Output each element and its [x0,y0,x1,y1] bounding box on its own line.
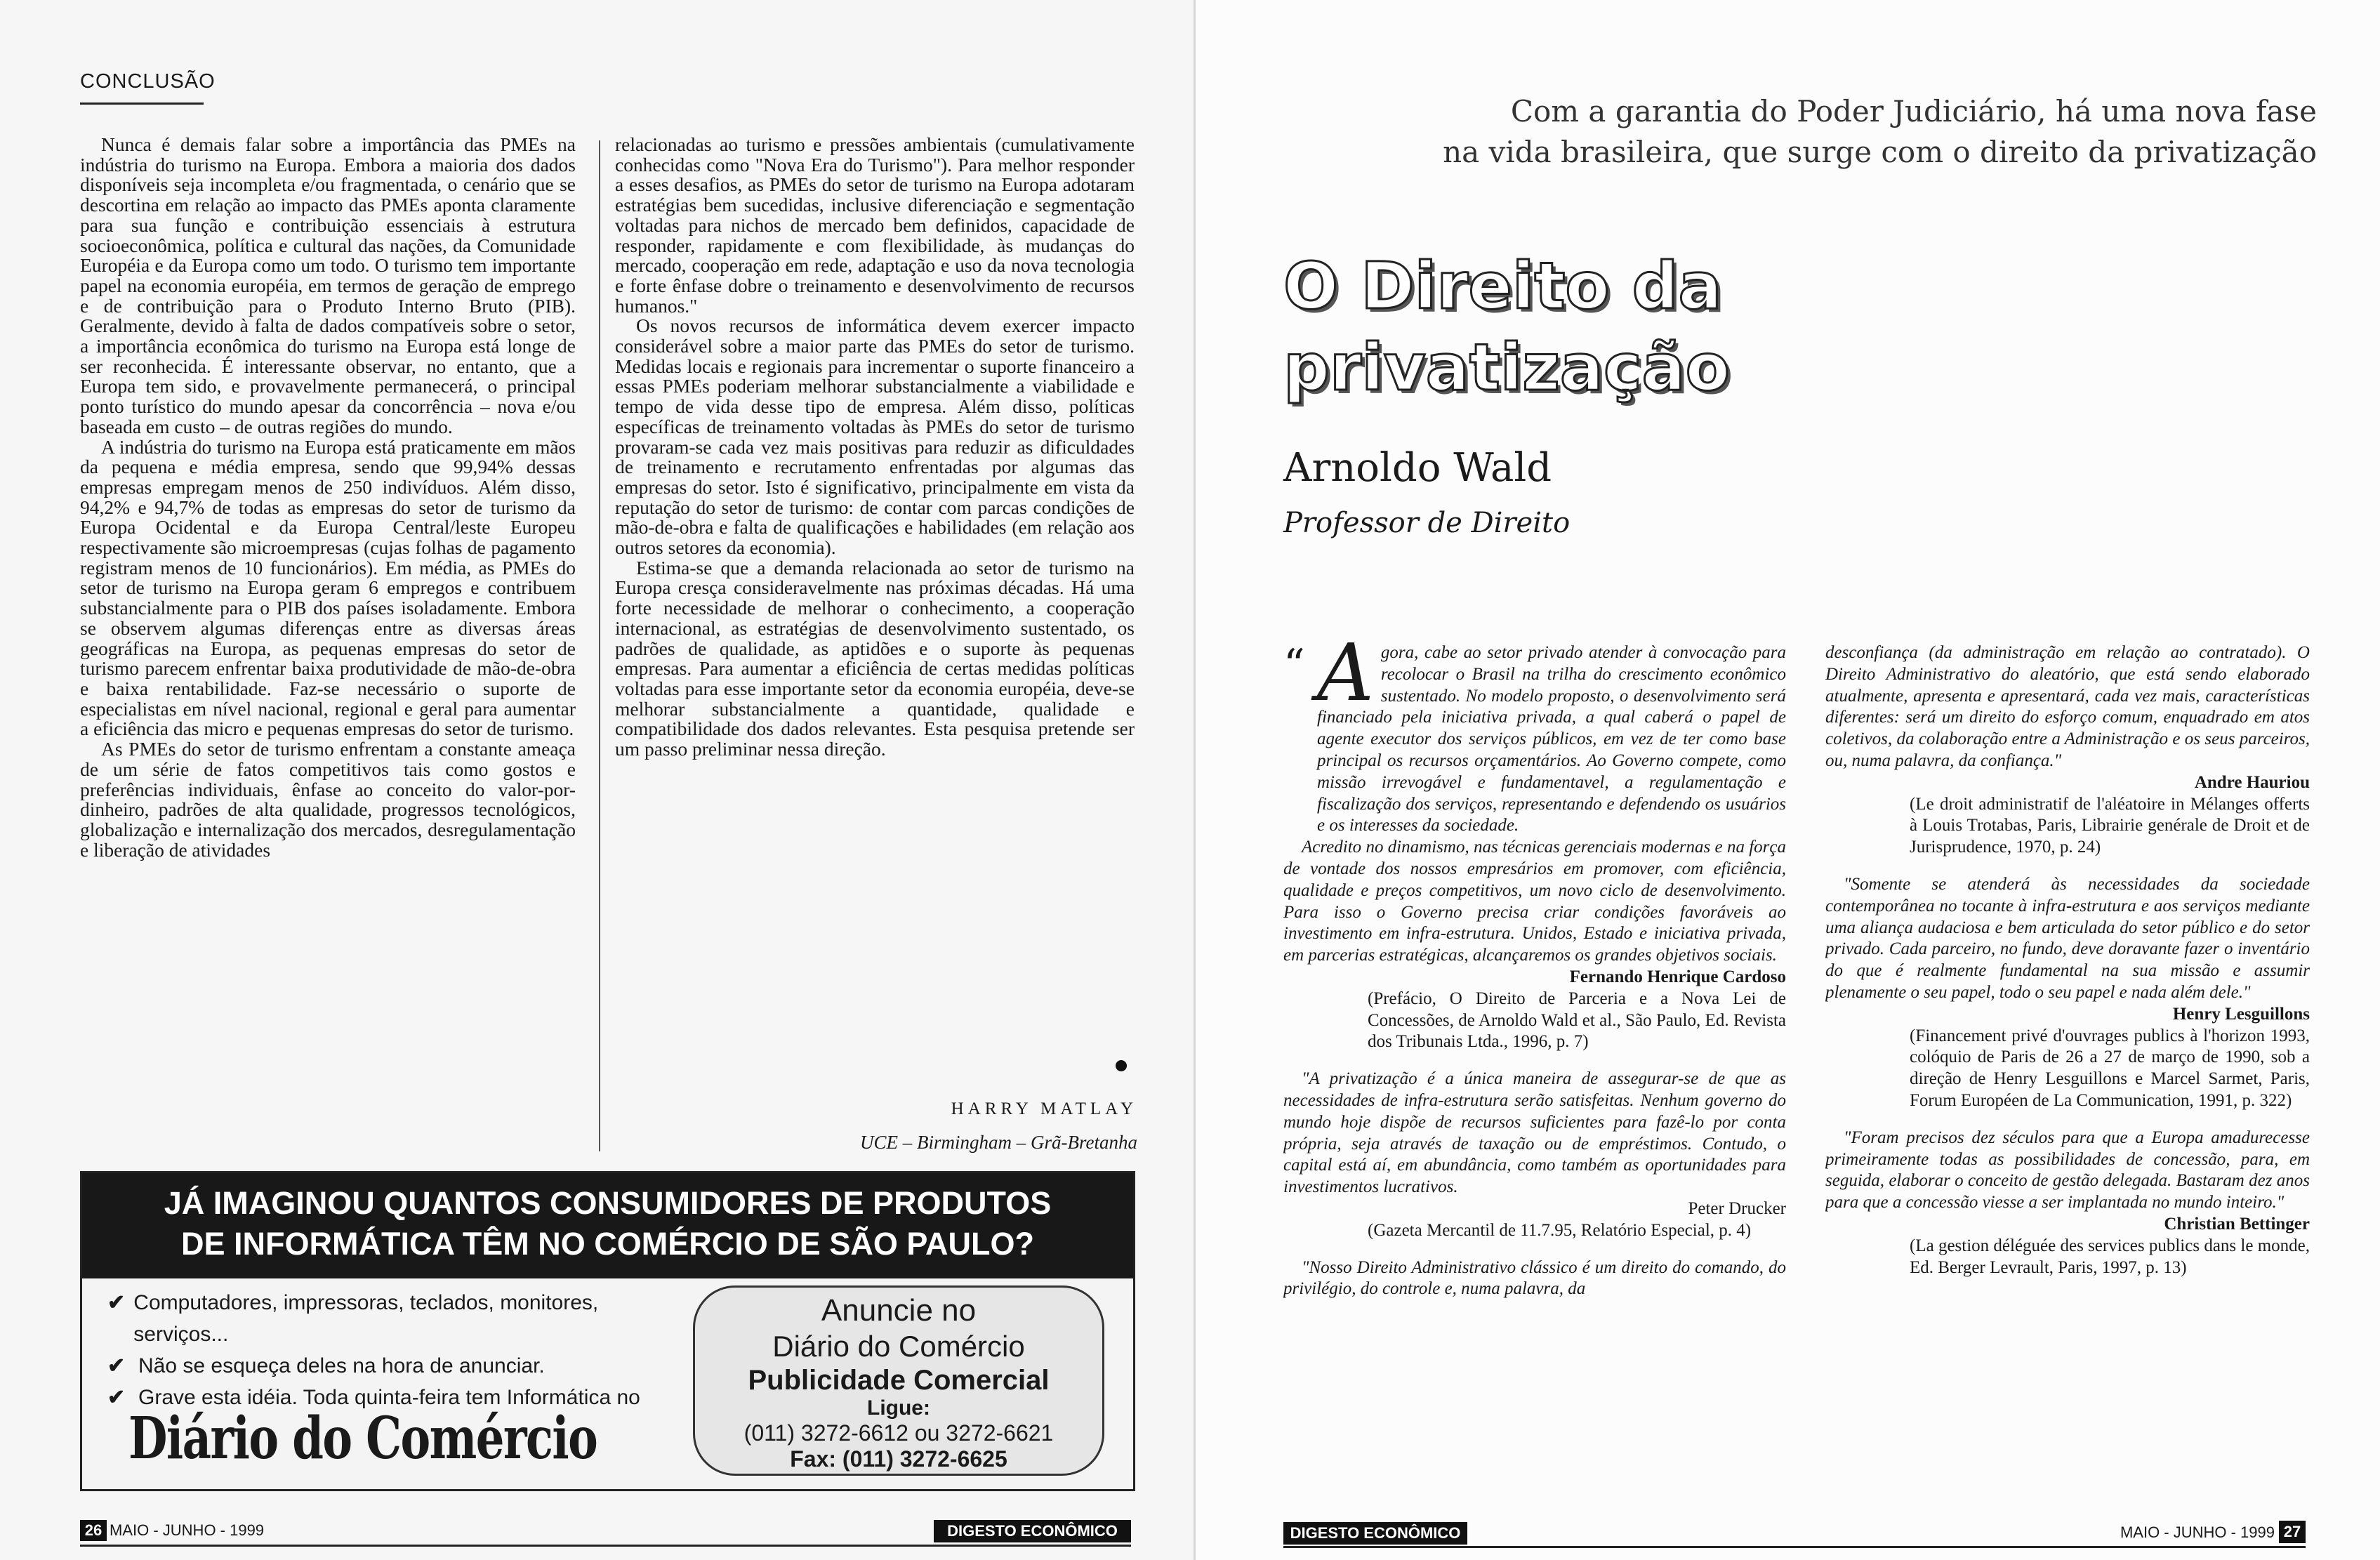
ad-box-line: Diário do Comércio [772,1330,1025,1363]
author-name: Arnoldo Wald [1283,445,1552,491]
paragraph: Os novos recursos de informática devem exercer impacto considerável sobre a maior parte das PMEs do setor de turismo. Medidas locais e regionais para incrementar o suporte financeiro a essas PMEs poderiam melhorar substancialmente a viabilidade e tempo de vida desse tipo de empresa. Além disso, políticas específicas de treinamento voltadas às PMEs do setor de turismo provaram-se cada vez mais positivas para reduzir as dificuldades de treinamento e recrutamento enfrentadas por algumas das empresas do setor. Isto é significativo, principalmente em vista da reputação do setor de turismo: de contar com parcas condições de mão-de-obra e falta de qualificações e habilidades (em relação aos outros setores da economia). [615,315,1135,559]
ad-headline-line: DE INFORMÁTICA TÊM NO COMÉRCIO DE SÃO PAULO? [181,1226,1034,1262]
ad-bullet-text: Não se esqueça deles na hora de anunciar. [138,1354,545,1377]
quote-paragraph: "Nosso Direito Administrativo clássico é um direito do comando, do privilégio, do controle e, numa palavra, da [1283,1257,1786,1299]
check-icon: ✔ [107,1291,126,1314]
quote-author: Christian Bettinger [2164,1214,2310,1234]
ad-contact-box [693,1285,1104,1476]
quote-citation: (La gestion déléguée des services publics dans le monde, Ed. Berger Levrault, Paris, 1997, p. 13) [1910,1236,2310,1277]
title-line: privatização [1283,330,1730,405]
footer-magazine: DIGESTO ECONÔMICO [1283,1522,1467,1545]
check-icon: ✔ [107,1386,126,1409]
quote-citation: (Prefácio, O Direito de Parceria e a Nova Lei de Concessões, de Arnoldo Wald et al., São Paulo, Ed. Revista dos Tribunais Ltda., 1996, p. 7) [1368,989,1786,1052]
paragraph: A indústria do turismo na Europa está praticamente em mãos da pequena e média empresa, sendo que 99,94% dessas empresas empregam menos de 250 indivíduos. Além disso, 94,2% e 94,7% de todas as empresas do setor de turismo da Europa Ocidental e da Europa Central/leste Europeu respectivamente são microempresas (cujas folhas de pagamento registram menos de 10 funcionários). Em média, as PMEs do setor de turismo na Europa geram 6 empregos e contribuem substancialmente para o PIB dos países isoladamente. Embora se observem algumas diferenças entre as diversas áreas geográficas na Europa, as pequenas empresas do setor de turismo parecem enfrentar baixa produtividade de mão-de-obra e baixa rentabilidade. Faz-se necessário o suporte de especialistas em nível nacional, regional e geral para aumentar a eficiência das micro e pequenas empresas do setor de turismo. [80,435,576,740]
author-title: Professor de Direito [1283,507,1571,539]
article-title [1283,246,1730,409]
ad-bullet [107,1287,613,1350]
article-deck [1390,91,2317,173]
advertisement [80,1171,1135,1491]
page-gutter [1194,0,1196,1560]
ad-fax: Fax: (011) 3272-6625 [790,1446,1007,1472]
quote-author: Andre Hauriou [2194,772,2310,792]
section-rule [80,103,204,105]
quote-text: gora, cabe ao setor privado atender à convocação para recolocar o Brasil na trilha do crescimento econômico sustentado. No modelo proposto, o desenvolvimento será financiado pela iniciativa privada, a qual caberá o papel de agente executor dos serviços públicos, em vez de ter como base principal os recursos orçamentários. Ao Governo compete, como missão irrevogável e fundamentavel, a regulamentação e fiscalização dos serviços, representando e defendendo os usuários e os interesses da sociedade. [1317,643,1786,835]
quote-citation: (Le droit administratif de l'aléatoire in Mélanges offerts à Louis Trotabas, Paris, Librairie genérale de Droit et de Jurisprudence, 1970, p. 24) [1910,794,2310,857]
signature-name: HARRY MATLAY [951,1099,1137,1118]
ad-bullet-text: Computadores, impressoras, teclados, monitores, serviços... [133,1291,599,1346]
paragraph: Estima-se que a demanda relacionada ao setor de turismo na Europa cresça consideravelmente nas próximas décadas. Há uma forte necessidade de melhorar o conhecimento, a cooperação internacional, as estratégias de desenvolvimento sustentado, os padrões de qualidade, as aptidões e o suporte às pequenas empresas. Para aumentar a eficiência de certas medidas políticas voltadas para esse importante setor da economia européia, deve-se melhorar substancialmente a quantidade, qualidade e compatibilidade dos dados relevantes. Esta pesquisa pretende ser um passo preliminar nessa direção. [615,556,1135,760]
quote-paragraph: "Somente se atenderá às necessidades da sociedade contemporânea no tocante à infra-estrutura e aos serviços mediante uma aliança audaciosa e bem articulada do setor público e do setor privado. Cada parceiro, no fundo, deve doravante fazer o inventário do que é realmente fundamental na sua missão e assumir plenamente o seu papel, todo o seu papel e nada além dele." [1825,874,2310,1002]
paragraph: Nunca é demais falar sobre a importância das PMEs na indústria do turismo na Europa. Embora a maioria dos dados disponíveis seja incompleta e/ou fragmentada, o cenário que se descortina em relação ao impacto das PMEs aponta claramente para sua função e contribuição essenciais à estrutura socioeconômica, política e cultural das nações, da Comunidade Européia e da Europa como um todo. O turismo tem importante papel na economia européia, em termos de geração de emprego e de contribuição para o Produto Interno Bruto (PIB). Geralmente, devido à falta de dados compatíveis sobre o setor, a importância econômica do turismo na Europa está longe de ser reconhecida. É interessante observar, no entanto, que a Europa tem sido, e provavelmente permanecerá, o principal ponto turístico do mundo apesar da concorrência – nova e/ou baseada em custo – de outras regiões do mundo. [80,135,576,437]
ad-phone: (011) 3272-6612 ou 3272-6621 [743,1420,1054,1446]
right-column-1 [1283,642,1786,1506]
footer-rule [1283,1546,2306,1548]
ad-headline [82,1183,1133,1264]
title-line: O Direito da [1283,249,1722,324]
page-number: 27 [2279,1521,2306,1543]
section-label: CONCLUSÃO [80,70,216,93]
quote-paragraph: Acredito no dinamismo, nas técnicas gerenciais modernas e na força de vontade dos nossos empresários em promover, com eficiência, qualidade e preços competitivos, um novo ciclo de desenvolvimento. Para isso o Governo precisa criar condições favoráveis ao investimento em infra-estrutura. Unidos, Estado e iniciativa privada, em parcerias estratégicas, alcançaremos os grandes objetivos sociais. [1283,838,1786,965]
quote-citation: (Gazeta Mercantil de 11.7.95, Relatório Especial, p. 4) [1368,1220,1752,1240]
ad-box-line: Anuncie no [821,1293,977,1328]
paragraph: As PMEs do setor de turismo enfrentam a constante ameaça de um série de fatos competitivos tais como gostos e preferências individuais, ênfase ao conceito do valor-por-dinheiro, padrões de alta qualidade, progressos tecnológicos, globalização e internalização dos mercados, desregulamentação e liberação de atividades [80,738,576,861]
footer-date: MAIO - JUNHO - 1999 [110,1521,265,1539]
quote-author: Peter Drucker [1688,1198,1786,1218]
ad-headline-band [82,1173,1133,1278]
quote-author: Fernando Henrique Cardoso [1569,967,1786,986]
footer-rule [80,1545,1131,1547]
quote-citation: (Financement privé d'ouvrages publics à l'horizon 1993, colóquio de Paris de 26 a 27 de março de 1990, sob a direção de Henry Lesguillons e Marcel Sarmet, Paris, Forum Européen de La Communication, 1991, p. 322) [1910,1026,2310,1110]
page-number: 26 [80,1520,107,1541]
ad-bullets [107,1287,640,1413]
signature-affiliation: UCE – Birmingham – Grã-Bretanha [860,1132,1137,1153]
right-column-2 [1825,642,2310,1506]
ad-bullet-text: Grave esta idéia. Toda quinta-feira tem Informática no [138,1386,640,1409]
ad-brand-logo: Diário do Comércio [128,1405,597,1472]
footer-date: MAIO - JUNHO - 1999 [2120,1523,2275,1541]
check-icon: ✔ [107,1354,126,1377]
left-column-2 [615,135,1135,1097]
column-divider [599,140,600,1151]
left-column-1 [80,135,576,1167]
quote-paragraph: "Foram precisos dez séculos para que a Europa amadurecesse primeiramente todas as possibilidades de concessão, para, em seguida, elaborar o conceito de gestão delegada. Bastaram dez anos para que a concessão viesse a ser implantada no mundo inteiro." [1825,1128,2310,1212]
open-quote-mark: “ [1283,640,1305,689]
quote-paragraph: "A privatização é a única maneira de assegurar-se de que as necessidades de infra-estrutura serão satisfeitas. Nenhum governo do mundo hoje dispõe de recursos suficientes para fazê-lo por conta própria, seja através de taxação ou de empréstimos. Contudo, o capital está aí, em abundância, como também as oportunidades para investimentos lucrativos. [1283,1069,1786,1197]
ad-box-line: Publicidade Comercial [748,1365,1050,1396]
ad-headline-line: JÁ IMAGINOU QUANTOS CONSUMIDORES DE PRODUTOS [164,1185,1052,1221]
quote-paragraph: desconfiança (da administração em relação ao contratado). O Direito Administrativo do aleatório, que está sendo elaborado atualmente, apresenta e apresentará, cada vez mais, características diferentes: será um direito do esforço comum, enquadrado em atos coletivos, da colaboração entre a Administração e os seus parceiros, ou, numa palavra, da confiança." [1825,643,2310,770]
end-of-article-bullet [1116,1060,1127,1071]
ad-bullet [107,1350,640,1382]
deck-line: Com a garantia do Poder Judiciário, há uma nova fase [1510,94,2317,128]
deck-line: na vida brasileira, que surge com o direito da privatização [1443,135,2317,169]
quote-author: Henry Lesguillons [2172,1004,2310,1024]
paragraph: relacionadas ao turismo e pressões ambientais (cumulativamente conhecidas como "Nova Era do Turismo"). Para melhor responder a esses desafios, as PMEs do setor de turismo na Europa adotaram estratégias bem sucedidas, inclusive diferenciação e segmentação voltadas para nichos de mercado bem definidos, capacidade de responder, rapidamente e com flexibilidade, às mudanças do mercado, cooperação em rede, adaptação e uso da nova tecnologia e forte ênfase dobre o treinamento e desenvolvimento de recursos humanos." [615,135,1135,317]
drop-cap: A [1317,642,1374,719]
ad-box-line: Ligue: [867,1396,930,1420]
quote-paragraph [1283,642,1786,837]
footer-magazine: DIGESTO ECONÔMICO [934,1520,1131,1542]
